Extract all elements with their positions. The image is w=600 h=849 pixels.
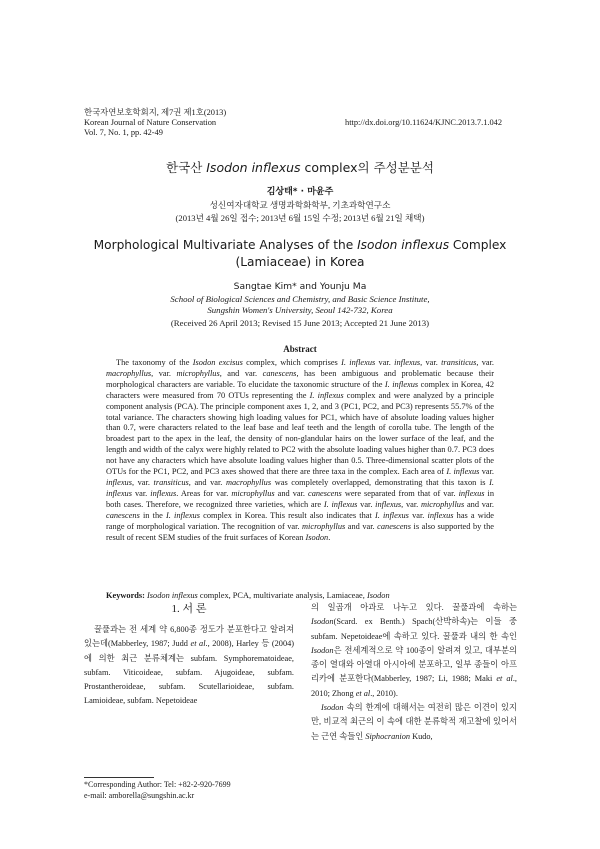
abstract-heading: Abstract bbox=[283, 344, 317, 354]
corresponding-author: *Corresponding Author: Tel: +82-2-920-7699 bbox=[84, 780, 231, 789]
journal-volume: Vol. 7, No. 1, pp. 42-49 bbox=[84, 128, 163, 138]
left-column-text: 꿀풀과는 전 세계 약 6,800종 정도가 분포한다고 알려져 있는데(Mabberley, 1987; Judd et al., 2008), Harley 등 (2004)에 의한 최근 분류체계는 subfam. Symphorematoideae, subfam. Viticoideae, subfam. Ajugoideae, subfam. Prostantheroideae, subfam. Scutellarioideae, subfam. Lamioideae, subfam. Nepetoideae bbox=[84, 625, 295, 706]
footnote-divider bbox=[84, 777, 154, 778]
journal-english-name: Korean Journal of Nature Conservation bbox=[84, 118, 217, 128]
section-heading-introduction: 1. 서 론 bbox=[171, 603, 207, 615]
keywords-label: Keywords: bbox=[106, 591, 145, 600]
abstract-body: The taxonomy of the Isodon excisus complex, which comprises I. inflexus var. inflexus, var. transiticus, var. macrophyllus, var. microphyllus, and var. canescens, has been ambiguous and problematic because their morphological characters are variable. To elucidate the taxonomic structure of the I. inflexus complex in Korea, 42 characters were measured from 70 OTUs representing the I. inflexus complex and were analyzed by a principle component analysis (PCA). The principle component axes 1, 2, and 3 (PC1, PC2, and PC3) represents 55.7% of the total variance. The characters showing high loading values for PC1, which have of absolute loading values higher than 0.7, were characters related to the leaf base and leaf teeth and the length of corolla tube. The length of the broadest part to the apex in the leaf, the density of non-glandular hairs on the lower surface of the leaf, and the length and width of the calyx were highly related to PC2 with the absolute loading values higher than 0.7. PC3 does not have any characters which have absolute loading values higher than 0.5. Three-dimensional scatter plots of the OTUs for the PC1, PC2, and PC3 axes showed that there are three taxa in the complex. Each area of I. inflexus var. inflexus, var. transiticus, and var. macrophyllus was completely overlapped, demonstrating that this taxon is I. inflexus var. inflexus. Areas for var. microphyllus and var. canescens were separated from that of var. inflexus in both cases. Therefore, we recognized three varieties, which are I. inflexus var. inflexus, var. microphyllus and var. canescens in the I. inflexus complex in Korea. This result also indicates that I. inflexus var. inflexus has a wide range of morphological variation. The recognition of var. microphyllus and var. canescens is also supported by the result of recent SEM studies of the fruit surfaces of Korean Isodon. bbox=[106, 358, 495, 542]
english-title: Morphological Multivariate Analyses of the Isodon inflexus Complex (Lamiaceae) in Korea bbox=[93, 238, 507, 269]
english-dates: (Received 26 April 2013; Revised 15 June 2013; Accepted 21 June 2013) bbox=[170, 318, 430, 328]
footnote bbox=[84, 780, 231, 801]
korean-dates: (2013년 4월 26일 접수; 2013년 6월 15일 수정; 2013년 6월 21일 채택) bbox=[175, 213, 425, 223]
doi-link[interactable]: http://dx.doi.org/10.11624/KJNC.2013.7.1.042 bbox=[345, 118, 503, 127]
keywords-line: Keywords: Isodon inflexus complex, PCA, multivariate analysis, Lamiaceae, Isodon bbox=[106, 591, 390, 600]
korean-title: 한국산 Isodon inflexus complex의 주성분분석 bbox=[166, 160, 434, 175]
right-column-text bbox=[311, 601, 517, 744]
english-authors: Sangtae Kim* and Younju Ma bbox=[233, 281, 367, 292]
journal-header bbox=[84, 108, 226, 139]
paragraph: 의 일곱개 아과로 나누고 있다. 꿀풀과에 속하는 Isodon(Scard. ex Benth.) Spach(산박하속)는 이들 중 subfam. Nepetoideae에 속하고 있다. 꿀풀과 내의 한 속인 Isodon은 전세계적으로 약 100종이 알려져 있고, 대부분의 종이 열대와 아열대 아시아에 분포하고, 일부 종들이 아프리카에 분포한다(Mabberley, 1987; Li, 1988; Maki et al., 2010; Zhong et al., 2010). bbox=[311, 603, 517, 698]
journal-korean-name: 한국자연보호학회지, 제7권 제1호(2013) bbox=[84, 108, 227, 117]
korean-authors: 김상태* · 마윤주 bbox=[266, 187, 334, 197]
korean-affiliation: 성신여자대학교 생명과학화학부, 기초과학연구소 bbox=[209, 200, 391, 210]
paragraph: Isodon 속의 한계에 대해서는 여전히 많은 이견이 있지만, 비교적 최근의 이 속에 대한 분류학적 재고찰에 있어서는 근연 속들인 Siphocranion Kudo, bbox=[311, 703, 517, 741]
english-affiliation: School of Biological Sciences and Chemistry, and Basic Science Institute, Sungshin Women's University, Seoul 142-732, Korea bbox=[170, 294, 430, 315]
author-email[interactable]: e-mail: amborella@sungshin.ac.kr bbox=[84, 790, 195, 800]
